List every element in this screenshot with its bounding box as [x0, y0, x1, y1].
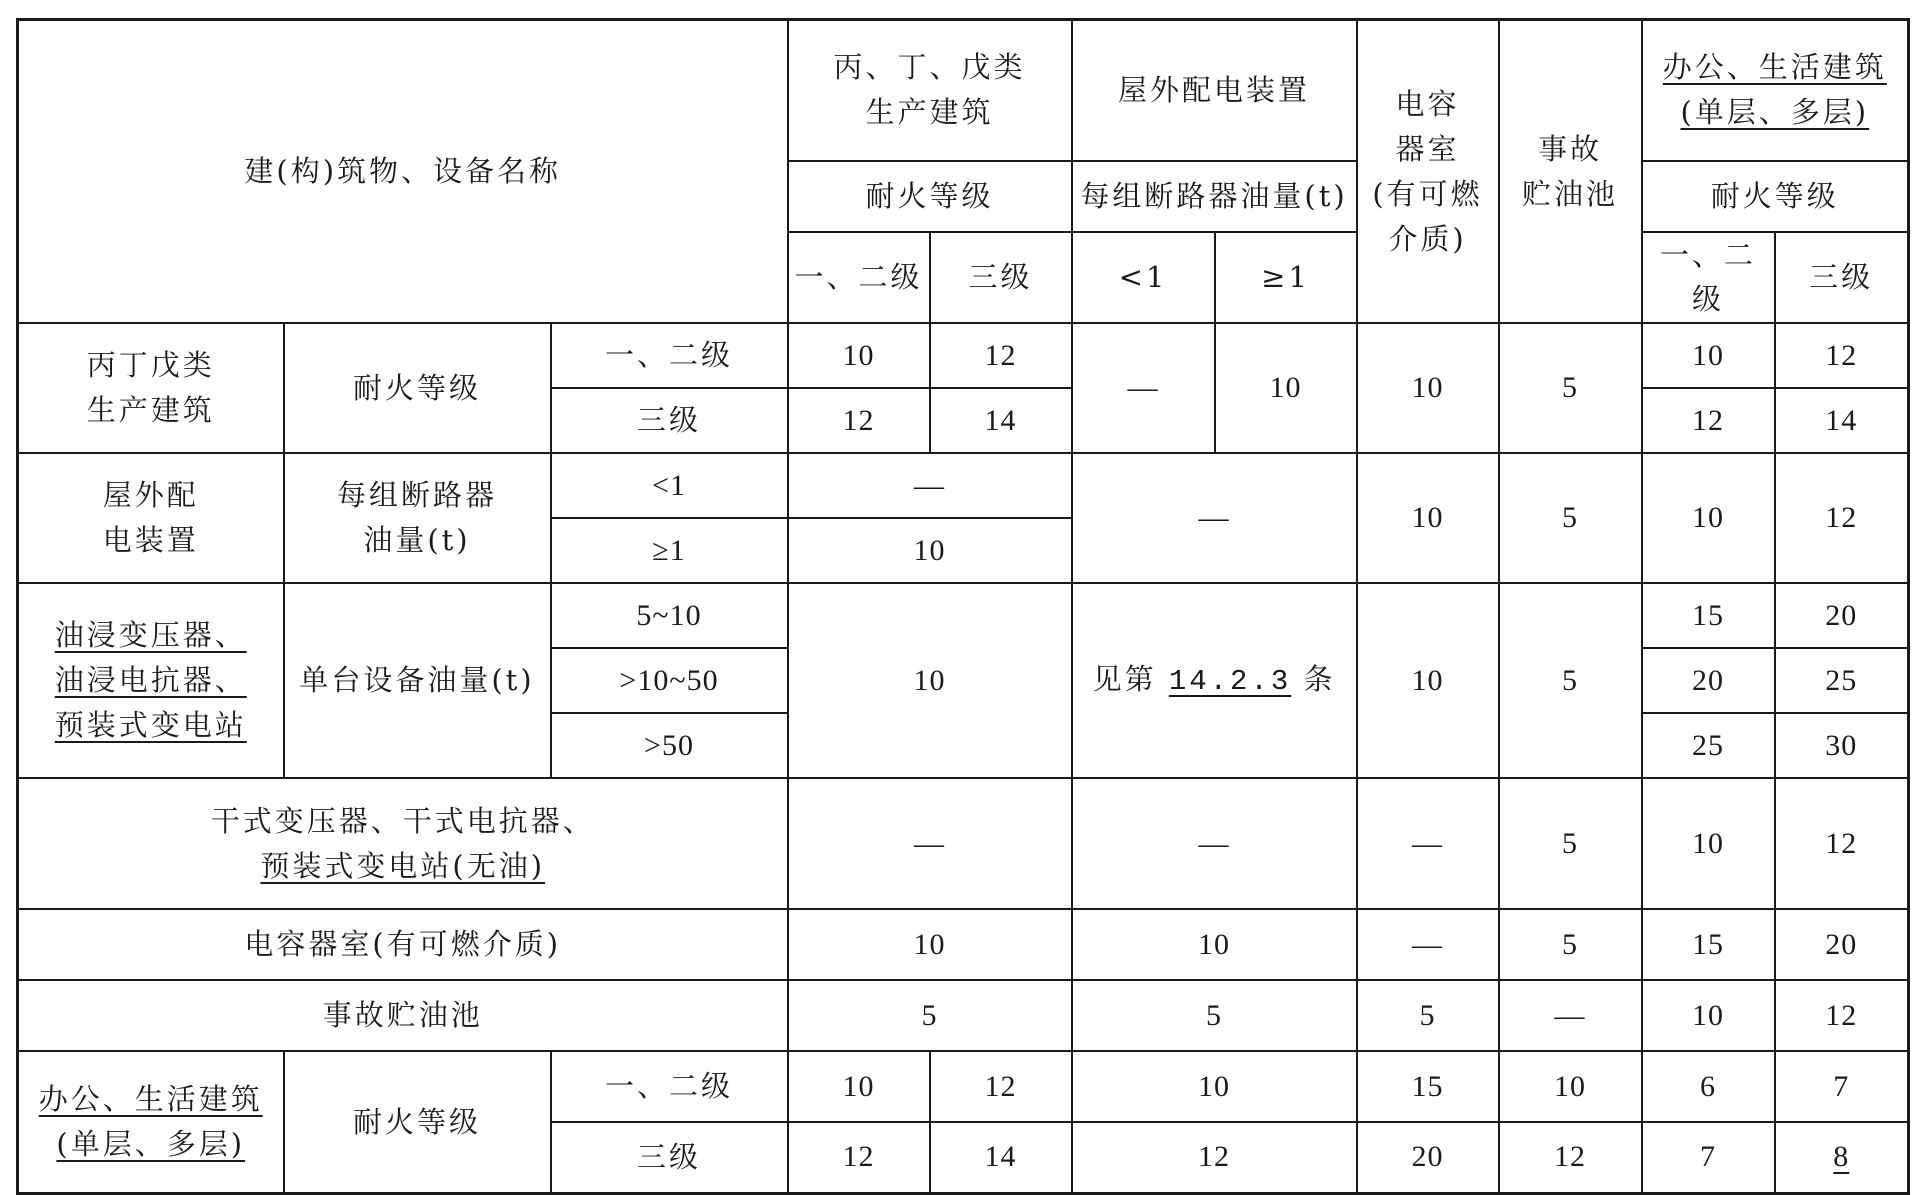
row-oilpool-name: 事故贮油池 [18, 980, 788, 1051]
cell: 5 [1072, 980, 1357, 1051]
header-prod-grade12: 一、二级 [788, 232, 930, 324]
row-office-name: 办公、生活建筑 (单层、多层) [18, 1051, 284, 1193]
header-office-fire-rating: 耐火等级 [1642, 161, 1909, 232]
cell: 7 [1642, 1122, 1775, 1193]
cell: 14 [930, 388, 1072, 453]
header-out-lt1: <1 [1072, 232, 1215, 324]
header-office-grade3: 三级 [1775, 232, 1909, 324]
row-prod-sub1: 一、二级 [551, 323, 788, 388]
cell: 6 [1642, 1051, 1775, 1122]
row-prod-name: 丙丁戊类 生产建筑 [18, 323, 284, 453]
cell: 5 [788, 980, 1072, 1051]
row-office-sub2: 三级 [551, 1122, 788, 1193]
table-row [18, 323, 1909, 388]
cell: 10 [1642, 453, 1775, 583]
cell: 12 [1775, 980, 1909, 1051]
header-office-grade12: 一、二级 [1642, 232, 1775, 324]
table-row [18, 909, 1909, 980]
cell: 10 [788, 323, 930, 388]
cell: 8 [1775, 1122, 1909, 1193]
table-row [18, 980, 1909, 1051]
cell: — [788, 778, 1072, 909]
row-outdoor-attr: 每组断路器 油量(t) [284, 453, 551, 583]
cell: 20 [1357, 1122, 1499, 1193]
row-prod-sub2: 三级 [551, 388, 788, 453]
header-name-cell [18, 20, 788, 324]
cell: 12 [930, 1051, 1072, 1122]
cell: 10 [788, 1051, 930, 1122]
row-transformer-attr: 单台设备油量(t) [284, 583, 551, 778]
table-row [18, 1051, 1909, 1122]
cell: 10 [1357, 453, 1499, 583]
cell: — [1072, 453, 1357, 583]
cell: 10 [1642, 323, 1775, 388]
cell: 5 [1499, 909, 1642, 980]
cell: 12 [1775, 778, 1909, 909]
cell: 15 [1642, 909, 1775, 980]
cell: 15 [1642, 583, 1775, 648]
cell: 12 [788, 1122, 930, 1193]
cell: 10 [788, 518, 1072, 583]
cell: 15 [1357, 1051, 1499, 1122]
cell: 7 [1775, 1051, 1909, 1122]
row-outdoor-name: 屋外配 电装置 [18, 453, 284, 583]
cell: 25 [1642, 713, 1775, 778]
row-office-sub1: 一、二级 [551, 1051, 788, 1122]
cell: 10 [1642, 778, 1775, 909]
cell: 20 [1642, 648, 1775, 713]
cell: 30 [1775, 713, 1909, 778]
table-row [18, 453, 1909, 518]
cell: 10 [1357, 323, 1499, 453]
cell: — [1072, 323, 1215, 453]
header-name: 建(构)筑物、设备名称 [244, 154, 562, 189]
header-prod-group: 丙、丁、戊类 生产建筑 [788, 20, 1072, 161]
header-capacitor-group: 电容 器室 (有可燃 介质) [1357, 20, 1499, 324]
cell: — [1357, 909, 1499, 980]
row-outdoor-sub1: <1 [551, 453, 788, 518]
header-outdoor-group: 屋外配电装置 [1072, 20, 1357, 161]
row-prod-attr: 耐火等级 [284, 323, 551, 453]
cell: — [1072, 778, 1357, 909]
row-dry-name: 干式变压器、干式电抗器、 预装式变电站(无油) [18, 778, 788, 909]
row-transformer-sub3: >50 [551, 713, 788, 778]
header-office-group: 办公、生活建筑 (单层、多层) [1642, 20, 1909, 161]
cell: 14 [930, 1122, 1072, 1193]
table-row [18, 583, 1909, 648]
cell: 5 [1499, 778, 1642, 909]
cell: — [1499, 980, 1642, 1051]
row-transformer-sub2: >10~50 [551, 648, 788, 713]
row-capacitor-name: 电容器室(有可燃介质) [18, 909, 788, 980]
cell: 10 [1357, 583, 1499, 778]
cell: 12 [1775, 453, 1909, 583]
table-row [18, 778, 1909, 909]
cell: 12 [1642, 388, 1775, 453]
cell: 12 [788, 388, 930, 453]
row-transformer-sub1: 5~10 [551, 583, 788, 648]
row-transformer-name: 油浸变压器、 油浸电抗器、 预装式变电站 [18, 583, 284, 778]
cell: 10 [788, 909, 1072, 980]
cell: 10 [1642, 980, 1775, 1051]
cell: 12 [1072, 1122, 1357, 1193]
cell: 10 [1072, 1051, 1357, 1122]
cell: 5 [1357, 980, 1499, 1051]
cell: 10 [1215, 323, 1357, 453]
cell: 12 [1499, 1122, 1642, 1193]
cell: 25 [1775, 648, 1909, 713]
cell: 12 [1775, 323, 1909, 388]
header-oilpool-group: 事故 贮油池 [1499, 20, 1642, 324]
cell: 14 [1775, 388, 1909, 453]
header-oil-per-group: 每组断路器油量(t) [1072, 161, 1357, 232]
row-outdoor-sub2: ≥1 [551, 518, 788, 583]
cell: — [788, 453, 1072, 518]
cell: 12 [930, 323, 1072, 388]
cell: 10 [1499, 1051, 1642, 1122]
fire-separation-table [16, 18, 1910, 1195]
header-prod-grade3: 三级 [930, 232, 1072, 324]
cell: 5 [1499, 323, 1642, 453]
cell: — [1357, 778, 1499, 909]
cell: 5 [1499, 453, 1642, 583]
header-out-ge1: ≥1 [1215, 232, 1357, 324]
cell: 10 [1072, 909, 1357, 980]
row-transformer-out: 见第 14.2.3 条 [1072, 583, 1357, 778]
cell: 20 [1775, 583, 1909, 648]
cell: 5 [1499, 583, 1642, 778]
header-prod-fire-rating: 耐火等级 [788, 161, 1072, 232]
clause-ref: 14.2.3 [1168, 664, 1292, 698]
cell: 20 [1775, 909, 1909, 980]
cell: 10 [788, 583, 1072, 778]
row-office-attr: 耐火等级 [284, 1051, 551, 1193]
